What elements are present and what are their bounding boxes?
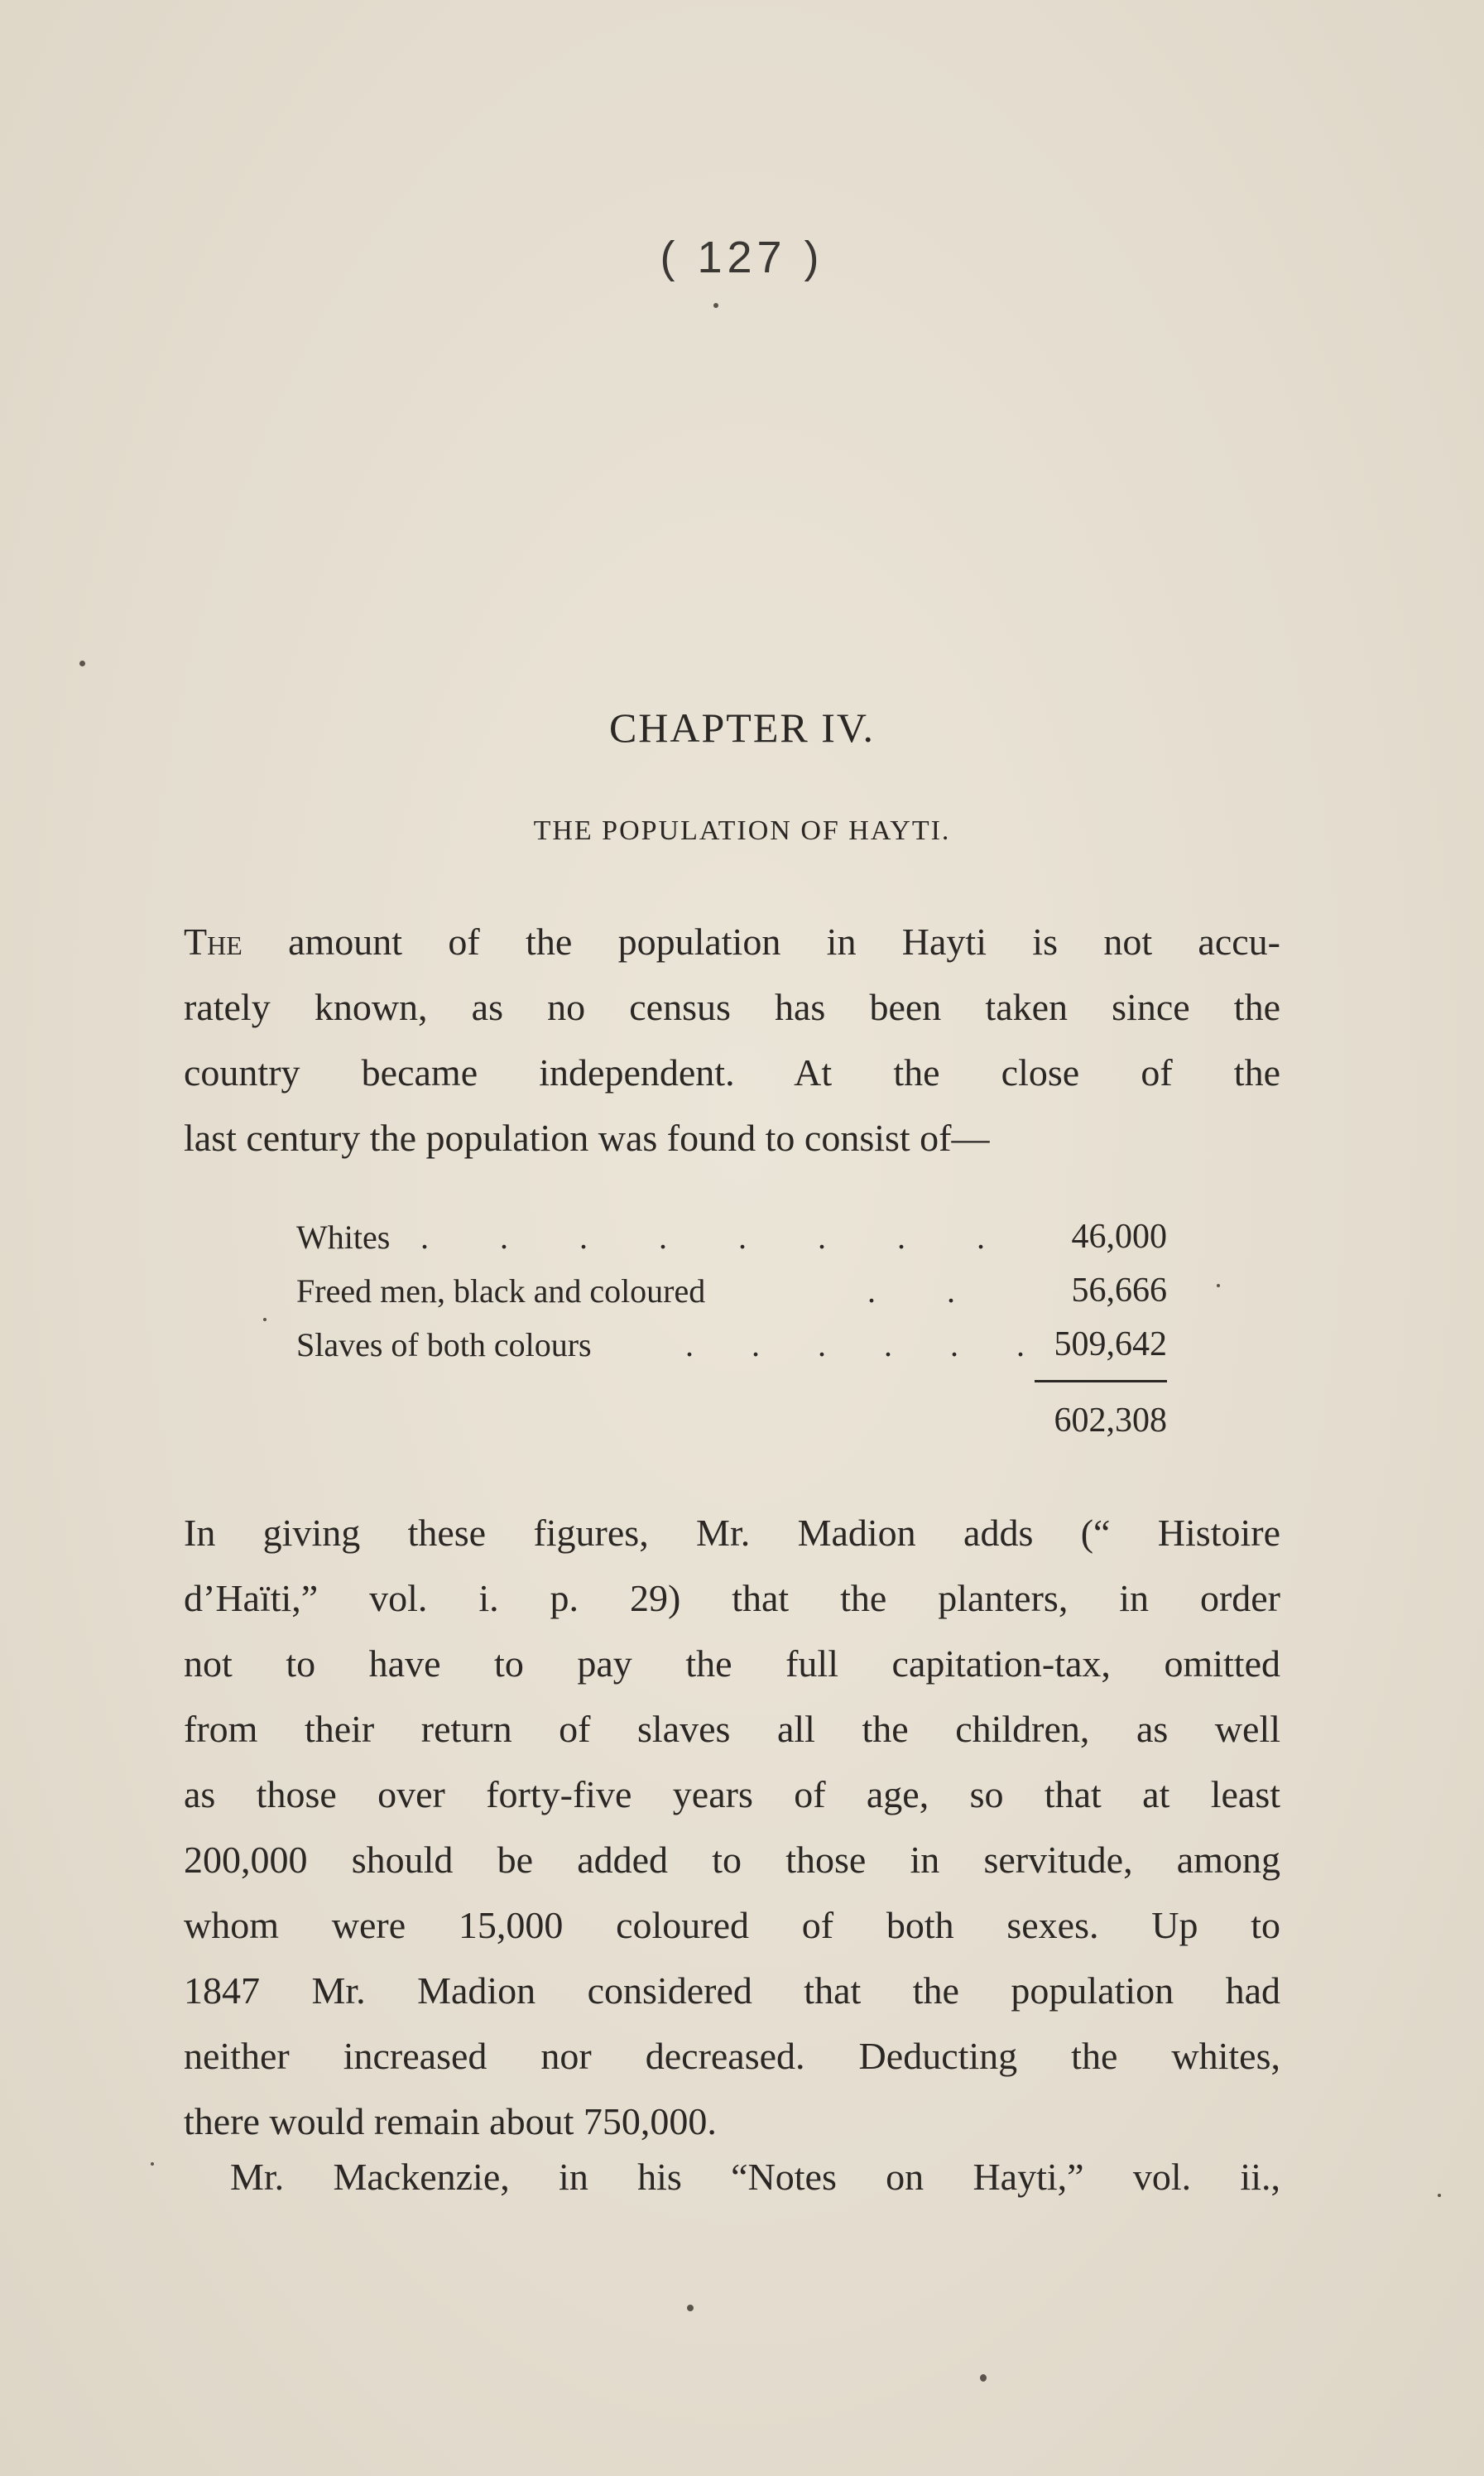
paper-speck	[151, 2162, 154, 2166]
chapter-subtitle: THE POPULATION OF HAYTI.	[533, 815, 951, 846]
row-leader: . . . . . . . .	[420, 1219, 1016, 1256]
paragraph-line: rately known, as no census has been taken since the	[184, 986, 1280, 1028]
paper-speck	[980, 2374, 987, 2382]
paper-speck	[1217, 1284, 1220, 1287]
paragraph-line: d’Haïti,” vol. i. p. 29) that the planters, in order	[184, 1577, 1280, 1619]
line-text: amount of the population in Hayti is not accu-	[242, 921, 1280, 963]
table-row	[296, 1318, 1167, 1372]
row-leader: . .	[867, 1272, 987, 1310]
paragraph-line: 200,000 should be added to those in servitude, among	[184, 1839, 1280, 1881]
paragraph-intro	[184, 909, 1280, 1171]
paragraph-line: Mr. Mackenzie, in his “Notes on Hayti,” vol. ii.,	[230, 2156, 1280, 2198]
paragraph-line: In giving these figures, Mr. Madion adds (“ Histoire	[184, 1512, 1280, 1554]
lead-word: The	[184, 921, 243, 963]
page-number: ( 127 )	[660, 233, 824, 282]
paragraph-line: country became independent. At the close of the	[184, 1051, 1280, 1094]
table-total: 602,308	[1054, 1401, 1167, 1440]
paper-speck	[263, 1318, 267, 1321]
paragraph-line: not to have to pay the full capitation-tax, omitted	[184, 1642, 1280, 1685]
paragraph-line: as those over forty-five years of age, so that at least	[184, 1773, 1280, 1815]
paper-speck	[687, 2305, 694, 2311]
population-table	[296, 1210, 1167, 1440]
paper-speck	[1438, 2194, 1441, 2197]
paper-speck	[713, 303, 718, 308]
row-label: Slaves of both colours	[296, 1326, 592, 1363]
paragraph-line: last century the population was found to consist of—	[184, 1117, 990, 1159]
paragraph-mackenzie	[184, 2144, 1280, 2209]
paragraph-line: neither increased nor decreased. Deducting the whites,	[184, 2035, 1280, 2077]
paragraph-madion	[184, 1500, 1280, 2154]
paragraph-line: there would remain about 750,000.	[184, 2100, 717, 2142]
row-value: 56,666	[1071, 1272, 1167, 1310]
table-row	[296, 1264, 1167, 1318]
sum-rule	[1035, 1380, 1167, 1382]
row-leader: . . . . . .	[685, 1326, 1049, 1363]
paragraph-line: 1847 Mr. Madion considered that the population had	[184, 1969, 1280, 2012]
row-label: Freed men, black and coloured	[296, 1272, 706, 1310]
paper-speck	[79, 661, 85, 666]
row-value: 509,642	[1054, 1325, 1167, 1363]
chapter-title: CHAPTER IV.	[608, 704, 876, 751]
row-label: Whites	[296, 1219, 391, 1256]
table-row	[296, 1210, 1167, 1264]
paragraph-line	[184, 909, 1280, 974]
paragraph-line: from their return of slaves all the children, as well	[184, 1708, 1280, 1750]
paragraph-line: whom were 15,000 coloured of both sexes. Up to	[184, 1904, 1280, 1946]
row-value: 46,000	[1071, 1218, 1167, 1256]
